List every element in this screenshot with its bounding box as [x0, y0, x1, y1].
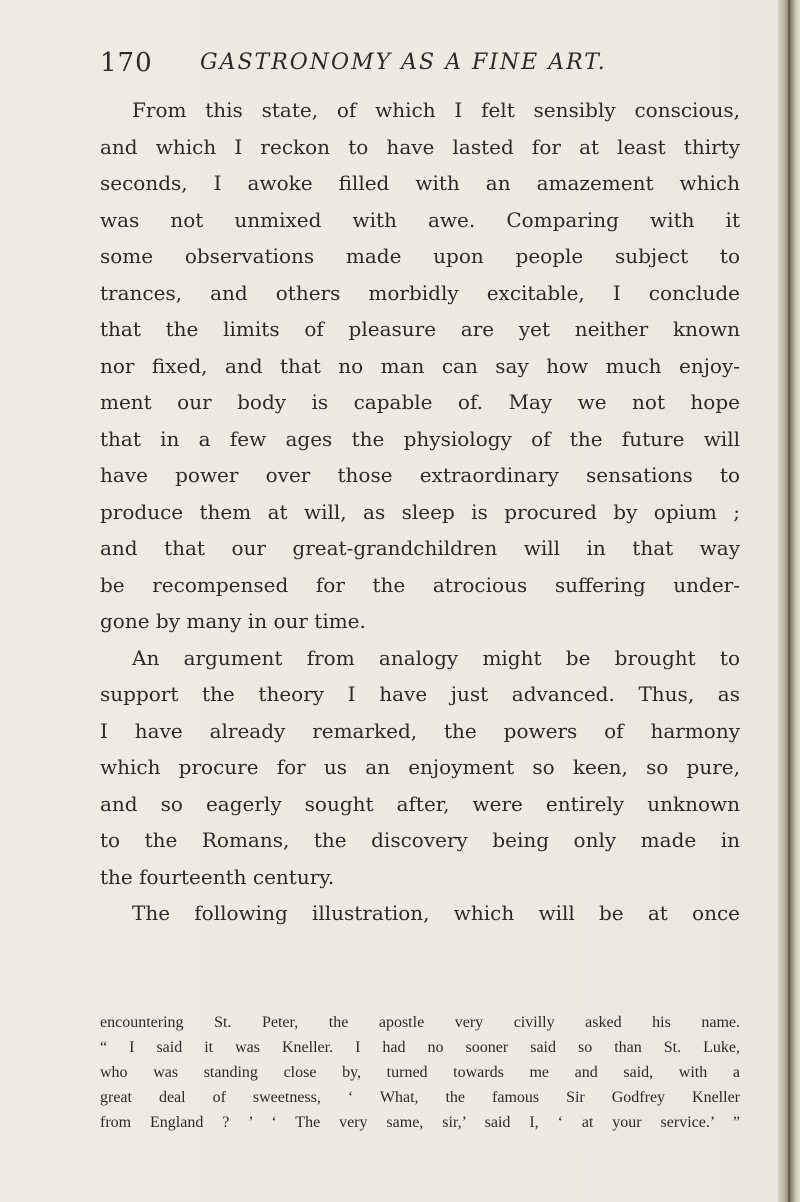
- text-line: was not unmixed with awe. Comparing with it: [100, 207, 740, 232]
- text-line: nor fixed, and that no man can say how much enjoy-: [100, 353, 740, 378]
- text-line: and which I reckon to have lasted for at least thirty: [100, 134, 740, 159]
- text-line: From this state, of which I felt sensibly conscious,: [132, 98, 740, 122]
- text-line: some observations made upon people subject to: [100, 244, 740, 268]
- page-number: 170: [100, 48, 153, 78]
- text-line: to the Romans, the discovery being only made in: [100, 828, 740, 852]
- text-line: that in a few ages the physiology of the future will: [100, 426, 740, 451]
- body-text: [100, 92, 740, 932]
- text-line: trances, and others morbidly excitable, I conclude: [100, 280, 740, 305]
- text-line: support the theory I have just advanced. Thus, as: [100, 682, 740, 706]
- footnote-line: who was standing close by, turned towards me and said, with a: [100, 1064, 740, 1081]
- footnote-line: from England ? ’ ‘ The very same, sir,’ said I, ‘ at your service.’ ”: [100, 1114, 740, 1131]
- text-line: The following illustration, which will be at once: [132, 901, 740, 925]
- text-line: An argument from analogy might be brought to: [132, 645, 740, 670]
- page-edge-line: [788, 0, 790, 1202]
- text-line: and so eagerly sought after, were entirely unknown: [100, 791, 740, 816]
- text-line: the fourteenth century.: [100, 864, 335, 889]
- text-line: which procure for us an enjoyment so keen, so pure,: [100, 755, 740, 779]
- text-line: produce them at will, as sleep is procured by opium ;: [100, 499, 740, 524]
- footnote-line: “ I said it was Kneller. I had no sooner said so than St. Luke,: [100, 1039, 740, 1056]
- footnote-line: encountering St. Peter, the apostle very civilly asked his name.: [100, 1014, 740, 1031]
- text-line: I have already remarked, the powers of harmony: [100, 718, 740, 743]
- footnote-text: [100, 1010, 740, 1135]
- text-line: and that our great-grandchildren will in that way: [100, 536, 740, 560]
- footnote-line: great deal of sweetness, ‘ What, the famous Sir Godfrey Kneller: [100, 1089, 740, 1106]
- text-line: have power over those extraordinary sensations to: [100, 463, 740, 487]
- running-title: GASTRONOMY AS A FINE ART.: [200, 50, 607, 75]
- text-line: gone by many in our time.: [100, 609, 366, 633]
- text-line: seconds, I awoke filled with an amazement which: [100, 171, 740, 195]
- text-line: be recompensed for the atrocious suffering under-: [100, 572, 740, 597]
- text-line: that the limits of pleasure are yet neither known: [100, 317, 740, 341]
- text-line: ment our body is capable of. May we not hope: [100, 390, 740, 414]
- page-header: [100, 48, 740, 84]
